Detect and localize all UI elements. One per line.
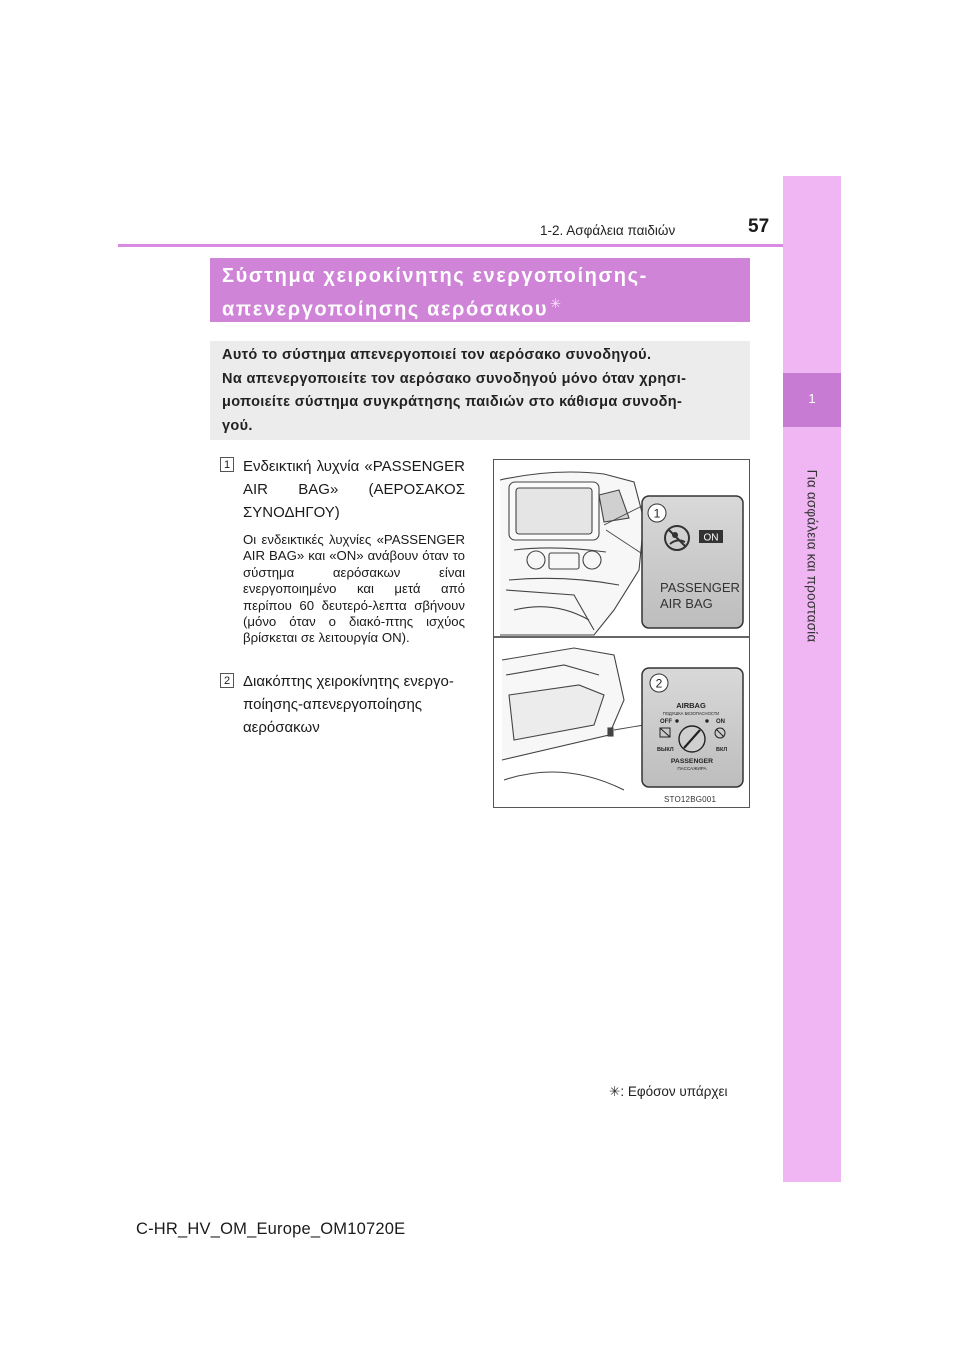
callout-1-number: 1 [653,506,661,521]
item-number-1: 1 [220,457,234,472]
dashboard-scene [500,472,644,635]
footnote-asterisk: ✳ [609,1084,621,1099]
switch-on-label-ru: ВКЛ [716,747,728,753]
indicator-callout [642,496,743,628]
item-1-heading: Ενδεικτική λυχνία «PASSENGER AIR BAG» (ΑΕΡΟΣΑΚΟΣ ΣΥΝΟΔΗΓΟΥ) [243,458,465,521]
intro-line: Να απενεργοποιείτε τον αερόσακο συνοδηγού μόνο όταν χρησι- [222,370,687,387]
item-2-heading: Διακόπτης χειροκίνητης ενεργο-ποίησης-απενεργοποίησης αερόσακων [243,673,454,736]
on-indicator-label: ON [703,532,719,544]
intro-line: μοποιείτε σύστημα συγκράτησης παιδιών στο κάθισμα συνοδη- [222,394,683,410]
intro-text [222,344,746,438]
dashboard-illustration [493,459,750,808]
intro-line: γού. [222,417,253,434]
indicator-label-line-2: AIR BAG [660,596,713,611]
switch-passenger-label-ru: ПАССАЖИРА [677,766,707,771]
switch-callout [642,668,743,787]
title-line-2: απενεργοποίησης αερόσακου [222,298,549,321]
header-rule [118,244,783,247]
switch-off-label-ru: ВЫКЛ [657,747,674,753]
switch-title: AIRBAG [676,701,706,710]
switch-on-label: ON [716,719,725,725]
footnote [609,1084,728,1100]
chapter-title: Για ασφάλεια και προστασία [804,469,820,643]
switch-off-label: OFF [660,719,672,725]
indicator-label-line-1: PASSENGER [660,580,740,595]
title-asterisk: ✳ [550,296,563,311]
intro-line: Αυτό το σύστημα απενεργοποιεί τον αερόσακο συνοδηγού. [222,347,652,363]
page-title [222,262,742,324]
item-number-2: 2 [220,673,234,688]
figure-code: STO12BG001 [664,795,717,804]
title-line-1: Σύστημα χειροκίνητης ενεργοποίησης- [222,265,648,287]
item-1-detail: Οι ενδεικτικές λυχνίες «PASSENGER AIR BAG» και «ON» ανάβουν όταν το σύστημα αερόσακων είναι ενεργοποιημένο και μετά από περίπου 60 δευτερό-λεπτα σβήνουν (μόνο όταν ο διακό-πτης ισχύος βρίσκεται σε λειτουργία ON). [243,532,465,646]
section-title: 1-2. Ασφάλεια παιδιών [540,223,676,238]
side-tab [783,176,841,1182]
page-number: 57 [748,216,770,237]
footnote-text: : Εφόσον υπάρχει [620,1084,728,1099]
glovebox-scene [502,648,644,790]
switch-passenger-label: PASSENGER [670,758,714,765]
footer-document-code: C-HR_HV_OM_Europe_OM10720E [136,1220,406,1238]
chapter-number: 1 [808,391,816,406]
callout-2-number: 2 [655,676,663,691]
switch-title-ru: ПОДУШКА БЕЗОПАСНОСТИ [662,711,720,716]
illustration-svg [494,460,750,808]
